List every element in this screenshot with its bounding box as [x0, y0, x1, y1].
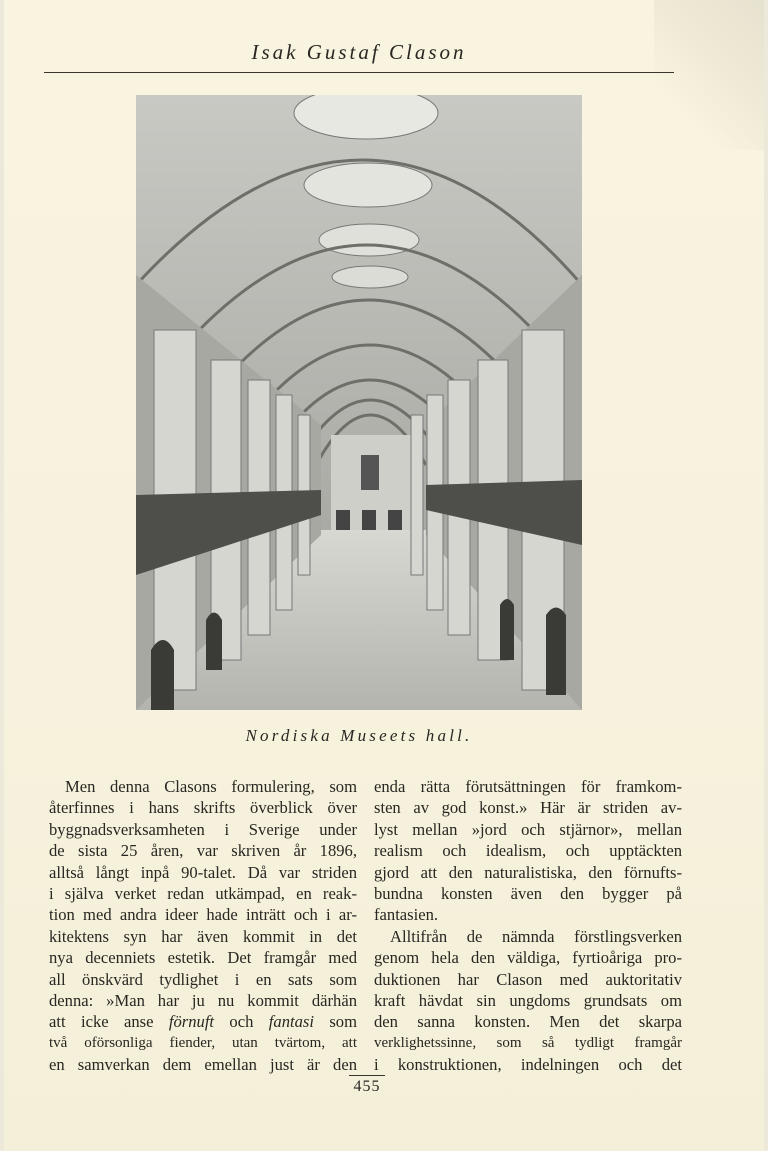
skylight — [304, 163, 432, 207]
text-line: duktionen har Clason med auktoritativ — [374, 969, 682, 989]
text-line: tion med andra ideer hade inträtt och i ar- — [49, 905, 357, 925]
text-line: två oförsonliga fiender, utan tvärtom, att — [49, 1034, 357, 1051]
running-head: Isak Gustaf Clason — [251, 40, 467, 64]
text-line: gjord att den naturalistiska, den förnufts- — [374, 862, 682, 882]
text-line: i själva verket redan utkämpad, en reak- — [49, 883, 357, 903]
text-segment: och — [214, 1012, 269, 1032]
text-column-right — [374, 776, 682, 1075]
text-line: sten av god konst.» Här är striden av- — [374, 798, 682, 818]
skylight — [332, 266, 408, 288]
footer-rule — [349, 1075, 385, 1076]
text-line: realism och idealism, och upptäckten — [374, 841, 682, 861]
text-line: Men denna Clasons formulering, som — [65, 777, 357, 796]
page-number: 455 — [353, 1078, 381, 1095]
text-line: den sanna konsten. Men det skarpa — [374, 1012, 682, 1032]
header-rule — [44, 72, 674, 73]
text-line: enda rätta förutsättningen för framkom- — [374, 777, 682, 796]
text-line: nya decenniets estetik. Det framgår med — [49, 948, 357, 968]
italic-term: fantasi — [268, 1012, 314, 1032]
text-line: fantasien. — [374, 905, 439, 925]
text-line: genom hela den väldiga, fyrtioåriga pro- — [374, 948, 682, 968]
text-segment: att icke anse — [49, 1012, 169, 1032]
text-line: alltså långt inpå 90-talet. Då var striden — [49, 862, 357, 882]
text-column-left — [49, 776, 357, 1075]
text-segment: som — [313, 1012, 358, 1032]
text-line: bundna konsten även den bygger på — [374, 883, 682, 903]
text-line: lyst mellan »jord och stjärnor», mellan — [374, 819, 682, 839]
text-line: Alltifrån de nämnda förstlingsverken — [390, 926, 682, 946]
italic-term: förnuft — [168, 1012, 215, 1032]
text-line: en samverkan dem emellan just är den — [49, 1055, 357, 1075]
text-line: återfinnes i hans skrifts överblick över — [49, 798, 357, 818]
text-line: kraft hävdat sin ungdoms grundsats om — [374, 990, 682, 1010]
skylight — [319, 224, 419, 256]
text-line — [49, 1011, 357, 1032]
document-page — [4, 0, 764, 1151]
text-line: i konstruktionen, indelningen och det — [374, 1055, 682, 1075]
text-line: verklighetssinne, som så tydligt framgår — [374, 1034, 682, 1051]
text-line: kitektens syn har även kommit in det — [49, 926, 357, 946]
end-window — [361, 455, 379, 490]
text-line: byggnadsverksamheten i Sverige under — [49, 819, 357, 839]
page-corner-shadow — [654, 0, 764, 150]
text-line: denna: »Man har ju nu kommit därhän — [49, 990, 357, 1010]
photo-nordiska-museet-hall — [136, 95, 582, 710]
text-line: all önskvärd tydlighet i en sats som — [49, 969, 357, 989]
text-line: de sista 25 åren, var skriven år 1896, — [49, 841, 357, 861]
figure-caption: Nordiska Museets hall. — [245, 726, 473, 745]
